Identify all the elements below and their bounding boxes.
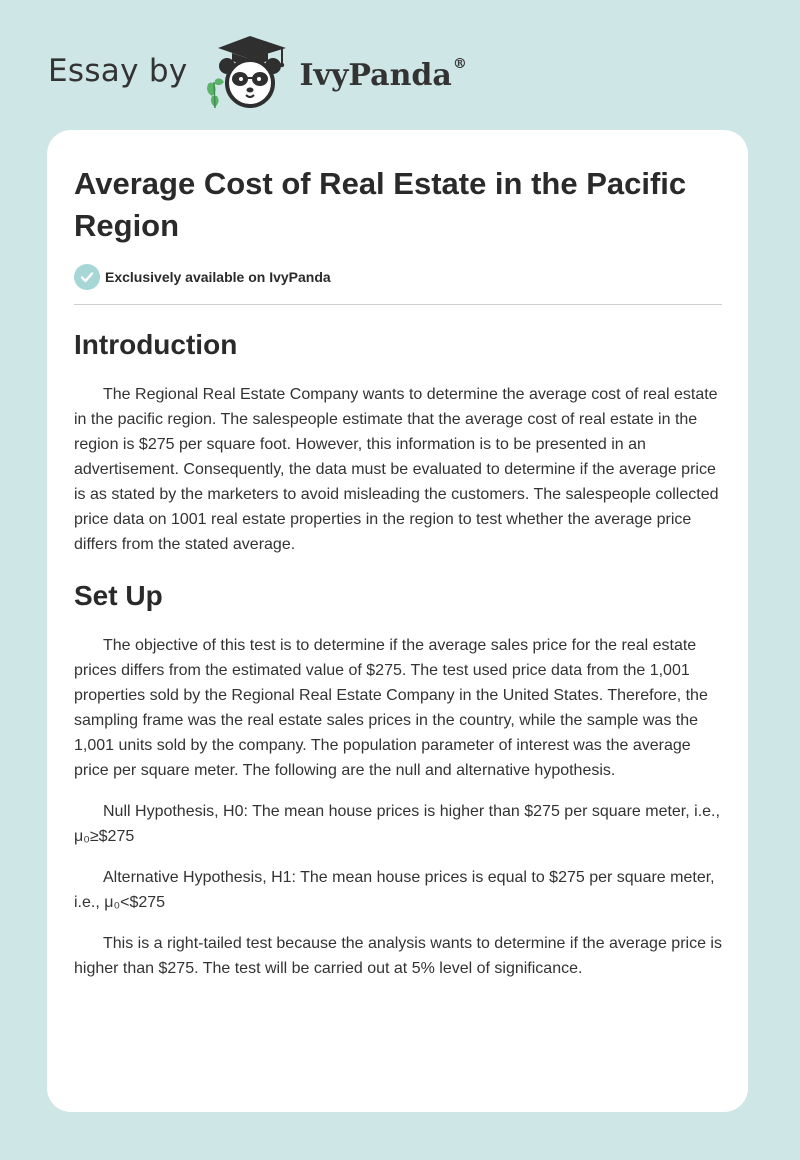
section-heading-set-up: Set Up bbox=[74, 580, 163, 611]
registered-mark: ® bbox=[452, 55, 467, 72]
exclusive-badge bbox=[74, 264, 722, 290]
article-card bbox=[47, 130, 748, 1112]
brand-name[interactable] bbox=[299, 55, 467, 93]
article-content bbox=[74, 163, 722, 981]
panda-logo-icon[interactable] bbox=[202, 36, 294, 110]
brand-text: IvyPanda bbox=[299, 57, 452, 93]
essay-by-label: Essay by bbox=[48, 53, 188, 89]
paragraph: This is a right-tailed test because the analysis wants to determine if the average price is higher than $275. The test will be carried out at 5% level of significance. bbox=[74, 935, 722, 977]
section-heading-introduction: Introduction bbox=[74, 329, 238, 360]
site-header bbox=[48, 36, 467, 110]
paragraph: Alternative Hypothesis, H1: The mean house prices is equal to $275 per square meter, i.e., μ₀<$275 bbox=[74, 869, 715, 911]
article-title: Average Cost of Real Estate in the Pacific Region bbox=[74, 166, 687, 243]
paragraph: Null Hypothesis, H0: The mean house prices is higher than $275 per square meter, i.e., μ₀≥$275 bbox=[74, 803, 720, 845]
exclusive-label: Exclusively available on IvyPanda bbox=[105, 269, 331, 285]
paragraph: The objective of this test is to determine if the average sales price for the real estate prices differs from the estimated value of $275. The test used price data from the 1,001 properties sold by the Regional Real Estate Company in the United States. Therefore, the sampling frame was the real estate sales prices in the country, while the sample was the 1,001 units sold by the company. The population parameter of interest was the average price per square meter. The following are the null and alternative hypothesis. bbox=[74, 637, 708, 779]
title-divider bbox=[74, 304, 722, 305]
check-icon bbox=[74, 264, 100, 290]
paragraph: The Regional Real Estate Company wants to determine the average cost of real estate in the pacific region. The salespeople estimate that the average cost of real estate in the region is $275 per square foot. However, this information is to be presented in an advertisement. Consequently, the data must be evaluated to determine if the average price is as stated by the marketers to avoid misleading the customers. The salespeople collected price data on 1001 real estate properties in the region to test whether the average price differs from the stated average. bbox=[74, 386, 719, 553]
